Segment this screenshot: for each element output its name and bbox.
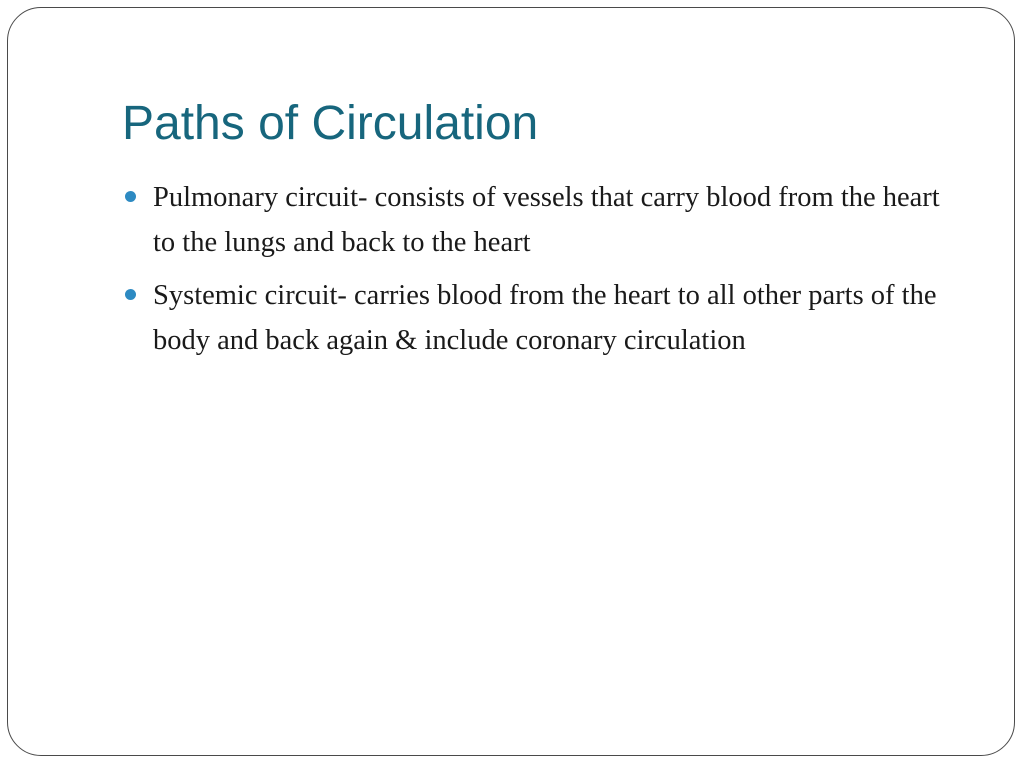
slide xyxy=(7,7,1015,756)
bullet-dot-icon xyxy=(125,191,136,202)
slide-title: Paths of Circulation xyxy=(122,97,539,150)
bullet-dot-icon xyxy=(125,289,136,300)
bullet-text: Pulmonary circuit- consists of vessels that carry blood from the heart to the lungs and back to the heart xyxy=(153,182,940,258)
bullet-list xyxy=(122,175,952,371)
bullet-item-systemic xyxy=(122,273,952,363)
bullet-item-pulmonary xyxy=(122,175,952,265)
bullet-text: Systemic circuit- carries blood from the heart to all other parts of the body and back again & include coronary circulation xyxy=(153,280,937,356)
